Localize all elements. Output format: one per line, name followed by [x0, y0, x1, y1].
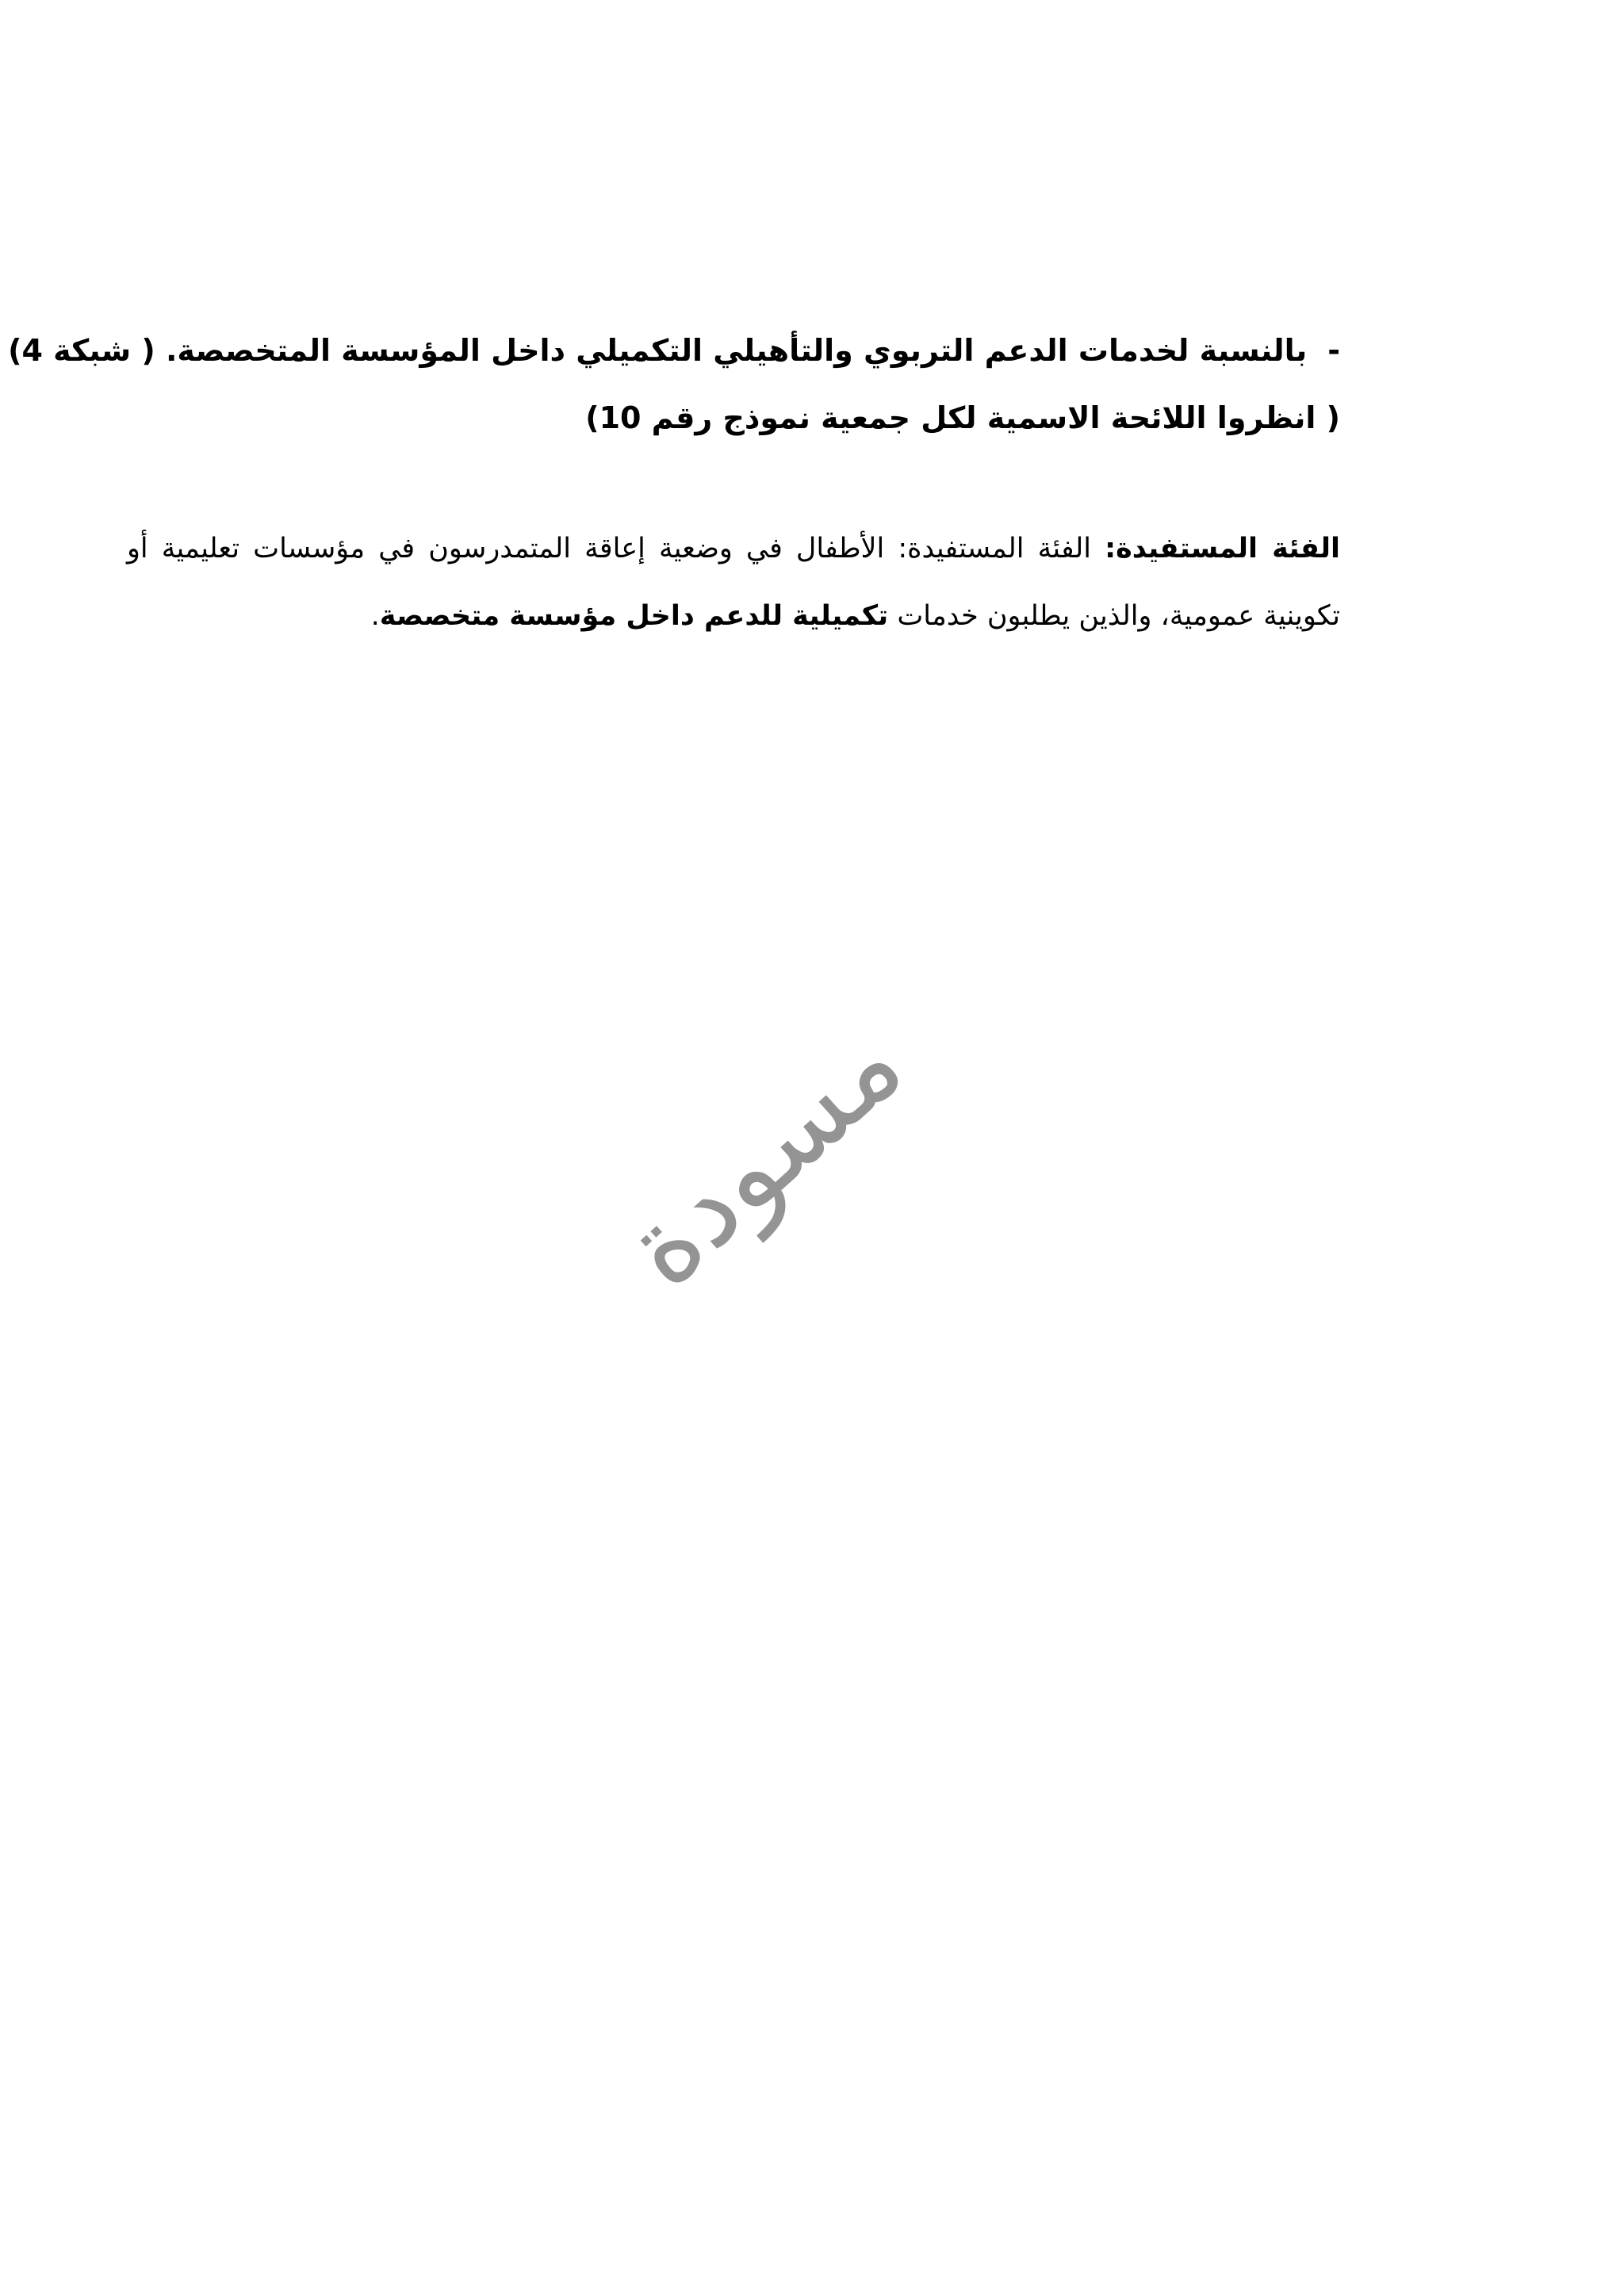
beneficiary-text-1: الفئة المستفيدة: الأطفال في وضعية إعاقة المتمدرسون في مؤسسات تعليمية أو	[127, 533, 1092, 564]
beneficiary-label: الفئة المستفيدة:	[1105, 533, 1340, 564]
beneficiary-line-1	[127, 515, 1340, 583]
beneficiary-paragraph	[127, 515, 1340, 650]
beneficiary-line-2	[127, 583, 1340, 650]
heading-line-2	[127, 385, 1340, 452]
beneficiary-text-2: تكوينية عمومية، والذين يطلبون خدمات	[897, 600, 1340, 632]
section-heading	[8, 317, 1340, 452]
heading-text-line-2: ( انظروا اللائحة الاسمية لكل جمعية نموذج رقم 10)	[585, 400, 1340, 435]
heading-text-line-1: بالنسبة لخدمات الدعم التربوي والتأهيلي التكميلي داخل المؤسسة المتخصصة. ( شبكة 4)	[8, 333, 1308, 368]
beneficiary-bold-text: تكميلية للدعم داخل مؤسسة متخصصة	[379, 600, 889, 632]
draft-watermark: مسودة	[599, 999, 927, 1312]
heading-bullet: -	[1327, 333, 1340, 368]
heading-line-1	[8, 317, 1340, 385]
beneficiary-period: .	[370, 600, 380, 632]
